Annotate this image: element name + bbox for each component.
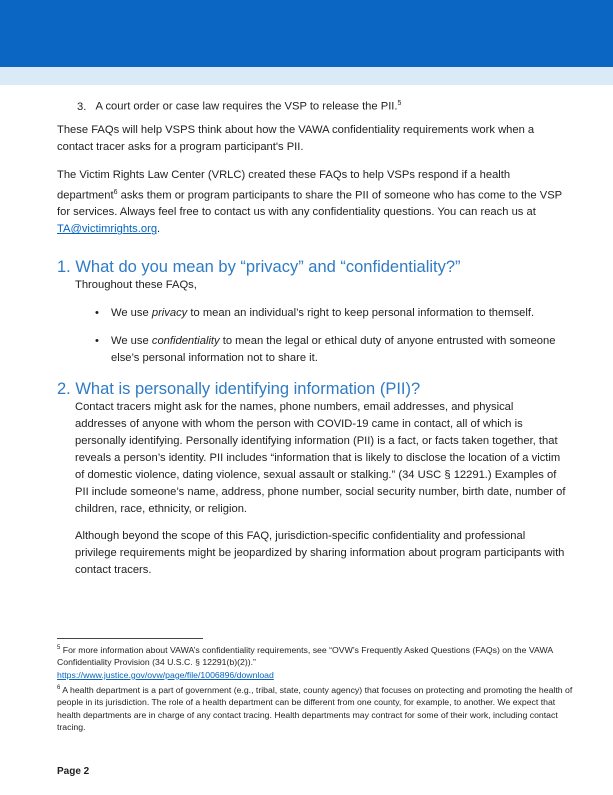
term-privacy: privacy xyxy=(151,307,188,320)
page-number: Page 2 xyxy=(57,766,90,777)
intro-paragraph-1: These FAQs will help VSPS think about how the VAWA confidentiality requirements work when a contact tracer asks for a program participant's PII. xyxy=(57,123,535,153)
section-2-heading: 2. What is personally identifying information (PII)? xyxy=(57,380,421,399)
bullet-rest: to mean an individual’s right to keep personal information to themself. xyxy=(187,307,535,320)
main-content xyxy=(57,92,567,579)
intro-paragraph-2-text-b: asks them or program participants to share the PII of someone who has come to the VSP for services. Always feel free to contact us with any confidentiality questions. You can reach us at xyxy=(57,189,562,219)
numbered-list-item xyxy=(57,95,567,116)
bullet-prefix: We use xyxy=(111,335,152,348)
footnote-ref-5[interactable]: 5 xyxy=(397,100,402,107)
footnotes xyxy=(57,642,577,734)
footnote-6 xyxy=(57,682,577,734)
footnote-divider xyxy=(57,638,203,639)
bullet-item-privacy xyxy=(95,305,567,322)
header-strip xyxy=(0,67,613,85)
intro-paragraph-2-text-a: The Victim Rights Law Center (VRLC) created these FAQs to help VSPs respond if a health department xyxy=(57,168,511,202)
footnote-5 xyxy=(57,642,577,681)
header-band xyxy=(0,0,613,67)
contact-email-link[interactable]: TA@victimrights.org xyxy=(57,223,158,236)
contact-suffix: . xyxy=(157,223,161,236)
footnote-5-link[interactable]: https://www.justice.gov/ovw/page/file/1006896/download xyxy=(57,669,274,680)
footnote-6-text: A health department is a part of government (e.g., tribal, state, county agency) that focuses on protecting and promoting the health of people in its jurisdiction. The role of a health department can be different from one county, for example, to another. We expect that health departments are in charge of any contact tracing. Health departments may contract for some of their work, including contact tracing. xyxy=(57,685,573,733)
section-1-intro: Throughout these FAQs, xyxy=(75,279,197,292)
intro-paragraph-2 xyxy=(57,167,567,239)
section-2-paragraph-1: Contact tracers might ask for the names, phone numbers, email addresses, and physical addresses of anyone with whom the person with COVID-19 came in contact, all of which is personally identifying. Personally identifying information (PII) is a fact, or facts taken together, that reveals a person’s identity. PII includes “information that is likely to disclose the location of a victim of domestic violence, dating violence, sexual assault or stalking.” (34 USC § 12291.) Examples of PII include someone’s name, address, phone number, social security number, birth date, number of children, race, ethnicity, or religion. xyxy=(75,401,566,516)
section-2-paragraph-2: Although beyond the scope of this FAQ, jurisdiction-specific confidentiality and professional privilege requirements might be jeopardized by sharing information about program participants with contact tracers. xyxy=(75,530,565,577)
list-number: 3. xyxy=(77,100,87,113)
list-item-text: A court order or case law requires the VSP to release the PII. xyxy=(95,100,398,113)
bullet-prefix: We use xyxy=(111,307,152,320)
section-1-heading: 1. What do you mean by “privacy” and “confidentiality?” xyxy=(57,258,461,277)
footnote-5-text: For more information about VAWA’s confidentiality requirements, see “OVW’s Frequently Asked Questions (FAQs) on the VAWA Confidentiality Provision (34 U.S.C. § 12291(b)(2)).” xyxy=(57,644,553,668)
footnote-6-number: 6 xyxy=(57,685,61,692)
bullet-rest: to mean the legal or ethical duty of anyone entrusted with someone else’s personal information not to share it. xyxy=(111,335,556,365)
footnote-ref-6[interactable]: 6 xyxy=(113,188,118,196)
bullet-item-confidentiality xyxy=(95,333,567,367)
section-1-bullet-list xyxy=(95,305,567,367)
bullet-icon: • xyxy=(95,335,99,348)
paragraph-spacer xyxy=(57,518,567,528)
footnote-5-number: 5 xyxy=(57,645,61,651)
bullet-icon: • xyxy=(95,307,99,320)
term-confidentiality: confidentiality xyxy=(151,335,220,348)
